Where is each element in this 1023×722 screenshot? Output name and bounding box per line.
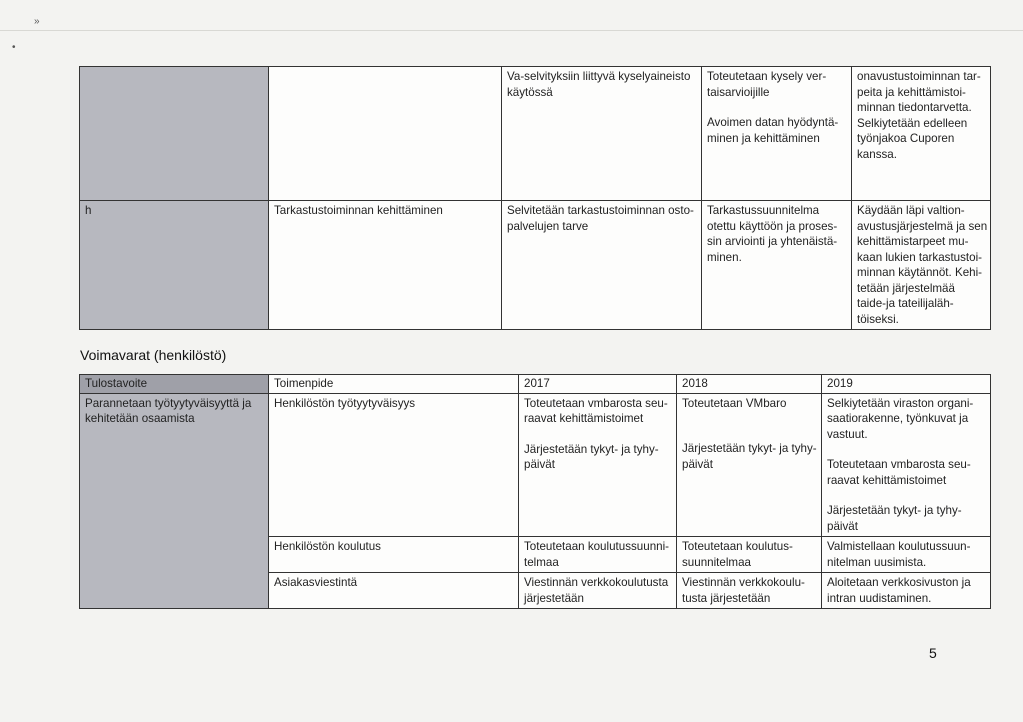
cell-2017: Toteutetaan koulutussuunni- telmaa — [519, 537, 677, 573]
action-cell — [269, 67, 502, 201]
description-cell: Selvitetään tarkastustoiminnan osto- palvelujen tarve — [502, 201, 702, 330]
indicator-cell: Tarkastussuunnitelma otettu käyttöön ja proses- sin arviointi ja yhtenäistä- minen. — [702, 201, 852, 330]
table-row — [80, 201, 991, 330]
header-row — [80, 375, 991, 394]
action-cell: Henkilöstön koulutus — [269, 537, 519, 573]
header-2018: 2018 — [677, 375, 822, 394]
row-letter-cell — [80, 67, 269, 201]
description-cell: Va-selvityksiin liittyvä kyselyaineisto käytössä — [502, 67, 702, 201]
notes-cell: onavustustoiminnan tar- peita ja kehittämistoi- minnan tiedontarvetta. Selkiytetään edelleen työnjakoa Cuporen kanssa. — [852, 67, 991, 201]
cell-2019: Valmistellaan koulutussuun- nitelman uusimista. — [822, 537, 991, 573]
notes-cell: Käydään läpi valtion- avustusjärjestelmä ja sen kehittämistarpeet mu- kaan lukien tarkastustoi- minnan käytännöt. Kehi- tetään järjestelmää taide-ja tateilijaläh- töiseksi. — [852, 201, 991, 330]
section-title: Voimavarat (henkilöstö) — [80, 347, 227, 363]
indicator-cell: Toteutetaan kysely ver- taisarvioijille Avoimen datan hyödyntä- minen ja kehittäminen — [702, 67, 852, 201]
header-goal: Tulostavoite — [80, 375, 269, 394]
scan-dot: • — [12, 42, 16, 53]
cell-2017: Toteutetaan vmbarosta seu- raavat kehittämistoimet Järjestetään tykyt- ja tyhy- päivät — [519, 393, 677, 537]
header-2019: 2019 — [822, 375, 991, 394]
resources-table — [79, 374, 991, 609]
cell-2018: Viestinnän verkkokoulu- tusta järjestetään — [677, 573, 822, 609]
action-cell: Asiakasviestintä — [269, 573, 519, 609]
cell-2019: Aloitetaan verkkosivuston ja intran uudistaminen. — [822, 573, 991, 609]
header-action: Toimenpide — [269, 375, 519, 394]
action-cell: Tarkastustoiminnan kehittäminen — [269, 201, 502, 330]
goal-cell: Parannetaan työtyytyväisyyttä ja kehitetään osaamista — [80, 393, 269, 609]
cell-2018: Toteutetaan koulutus- suunnitelmaa — [677, 537, 822, 573]
header-2017: 2017 — [519, 375, 677, 394]
page-number: 5 — [929, 645, 937, 661]
table-row — [80, 393, 991, 537]
cell-2017: Viestinnän verkkokoulutusta järjestetään — [519, 573, 677, 609]
scan-mark: » — [34, 16, 40, 27]
cell-2018: Toteutetaan VMbaro Järjestetään tykyt- ja tyhy- päivät — [677, 393, 822, 537]
cell-2019: Selkiytetään viraston organi- saatiorakenne, työnkuvat ja vastuut. Toteutetaan vmbarosta seu- raavat kehittämistoimet Järjestetään tykyt- ja tyhy- päivät — [822, 393, 991, 537]
table-row — [80, 67, 991, 201]
row-letter-cell: h — [80, 201, 269, 330]
upper-table — [79, 66, 991, 330]
page-top-edge — [0, 30, 1023, 31]
action-cell: Henkilöstön työtyytyväisyys — [269, 393, 519, 537]
